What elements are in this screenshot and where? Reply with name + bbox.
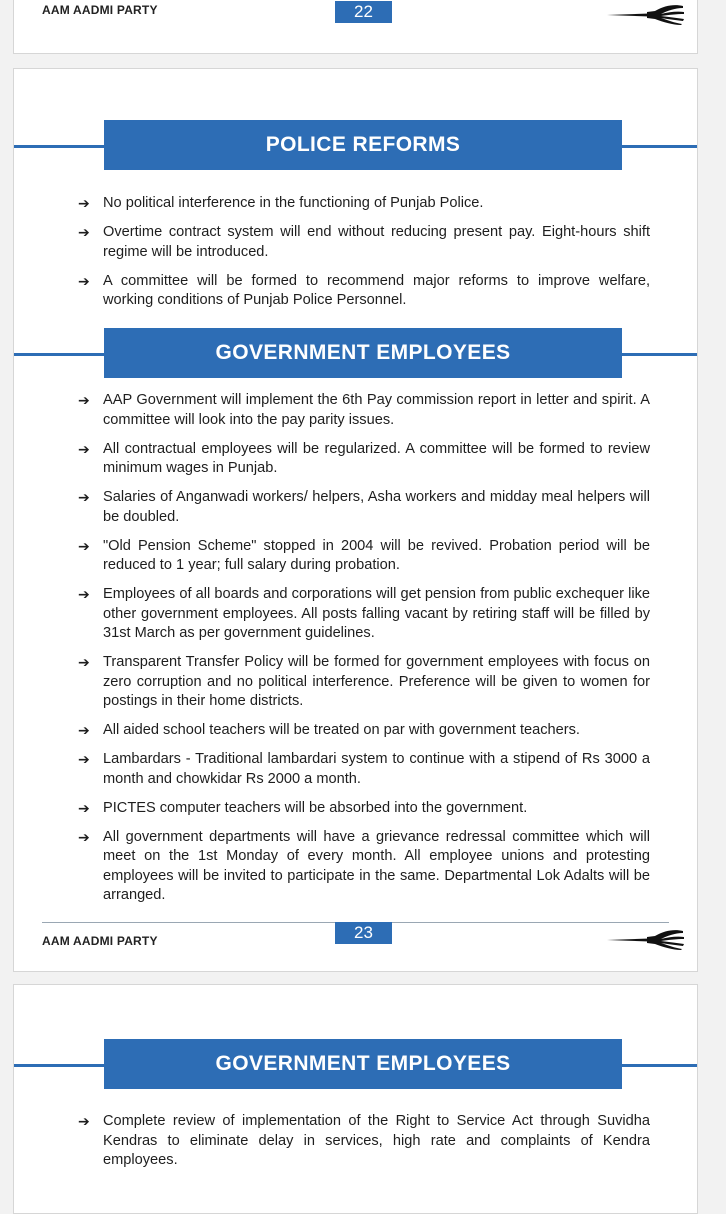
arrow-bullet-icon: ➔ [78,1113,90,1129]
list-item: ➔ A committee will be formed to recommend major reforms to improve welfare, working conditions of Punjab Police Personnel. [78,272,650,308]
party-name: AAM AADMI PARTY [42,934,158,948]
party-name: AAM AADMI PARTY [42,3,158,17]
arrow-bullet-icon: ➔ [78,440,90,457]
page-footer [14,922,697,956]
arrow-bullet-icon: ➔ [78,828,90,845]
list-item: ➔ Complete review of implementation of the Right to Service Act through Suvidha Kendras to eliminate delay in services, high rate and complaints of Kendra employees. [78,1113,650,1168]
list-item: ➔ Salaries of Anganwadi workers/ helpers, Asha workers and midday meal helpers will be doubled. [78,489,650,525]
list-item: ➔ AAP Government will implement the 6th Pay commission report in letter and spirit. A committee will look into the pay parity issues. [78,392,650,428]
list-item: ➔ Employees of all boards and corporations will get pension from public exchequer like other government employees. All posts falling vacant by retiring staff will be filled by 31st March as per government guidelines. [78,586,650,641]
page-24 [13,984,698,1214]
list-item: ➔ "Old Pension Scheme" stopped in 2004 will be revived. Probation period will be reduced to 1 year; full salary during probation. [78,537,650,573]
page-23 [13,68,698,972]
heading-title: GOVERNMENT EMPLOYEES [105,1040,621,1088]
list-item: ➔ Lambardars - Traditional lambardari system to continue with a stipend of Rs 3000 a month and chowkidar Rs 2000 a month. [78,751,650,787]
arrow-bullet-icon: ➔ [78,489,90,505]
page-number: 23 [335,922,392,944]
broom-logo-icon [605,5,685,25]
arrow-bullet-icon: ➔ [78,751,90,767]
arrow-bullet-icon: ➔ [78,799,90,816]
arrow-bullet-icon: ➔ [78,224,90,240]
arrow-bullet-icon: ➔ [78,272,90,289]
government-employees-list [14,391,698,915]
government-employees-list [14,1112,698,1180]
section-heading-government-employees [14,1040,698,1088]
page-number: 22 [335,1,392,23]
arrow-bullet-icon: ➔ [78,392,90,408]
page-22 [13,0,698,54]
list-item: ➔ No political interference in the functioning of Punjab Police. [14,194,698,214]
arrow-bullet-icon: ➔ [78,654,90,670]
arrow-bullet-icon: ➔ [78,586,90,602]
list-item: ➔ All government departments will have a grievance redressal committee which will meet on the 1st Monday of every month. All employee unions and protesting employees will be invited to participate in the same. Departmental Lok Adalts will be arranged. [78,828,650,903]
list-item: ➔ All aided school teachers will be treated on par with government teachers. [14,721,698,741]
list-item: ➔ Transparent Transfer Policy will be formed for government employees with focus on zero corruption and no political interference. Preference will be given to women for postings in their home districts. [78,654,650,709]
section-heading-police-reforms [14,121,698,169]
arrow-bullet-icon: ➔ [78,195,90,211]
heading-title: POLICE REFORMS [105,121,621,169]
list-item: ➔ Overtime contract system will end without reducing present pay. Eight-hours shift regime will be introduced. [78,224,650,260]
arrow-bullet-icon: ➔ [78,722,90,738]
broom-logo-icon [605,930,685,950]
list-item: ➔ PICTES computer teachers will be absorbed into the government. [14,799,698,819]
arrow-bullet-icon: ➔ [78,537,90,554]
police-reforms-list [14,194,698,320]
heading-title: GOVERNMENT EMPLOYEES [105,329,621,377]
page-footer [14,1,697,35]
list-item: ➔ All contractual employees will be regularized. A committee will be formed to review minimum wages in Punjab. [78,440,650,476]
section-heading-government-employees [14,329,698,377]
